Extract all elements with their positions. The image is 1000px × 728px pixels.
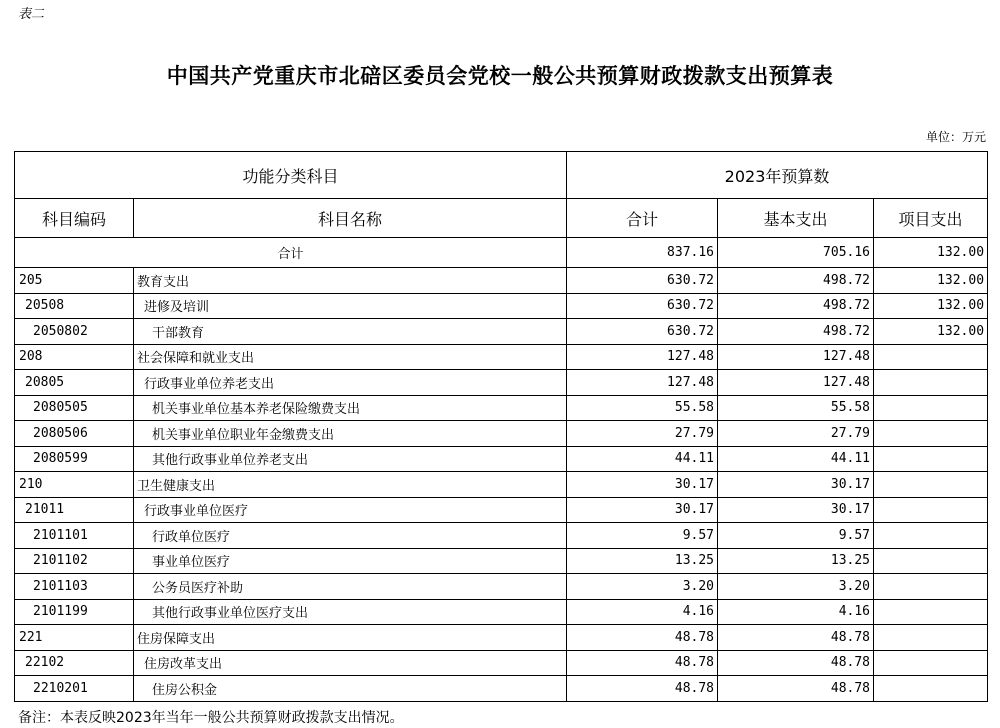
row-basic: 127.48 bbox=[718, 370, 874, 396]
row-name: 机关事业单位职业年金缴费支出 bbox=[134, 421, 567, 447]
row-name: 行政单位医疗 bbox=[134, 523, 567, 549]
row-basic: 127.48 bbox=[718, 344, 874, 370]
row-project: 132.00 bbox=[874, 319, 988, 345]
table-row bbox=[15, 446, 988, 472]
row-project: 132.00 bbox=[874, 268, 988, 294]
table-row bbox=[15, 344, 988, 370]
row-name: 进修及培训 bbox=[134, 293, 567, 319]
row-code: 2080506 bbox=[15, 421, 134, 447]
table-row bbox=[15, 268, 988, 294]
table-row bbox=[15, 293, 988, 319]
table-row bbox=[15, 472, 988, 498]
row-code: 21011 bbox=[15, 497, 134, 523]
row-code: 2050802 bbox=[15, 319, 134, 345]
row-project bbox=[874, 523, 988, 549]
row-code: 20508 bbox=[15, 293, 134, 319]
row-code: 2101103 bbox=[15, 574, 134, 600]
row-total: 4.16 bbox=[567, 599, 718, 625]
row-total: 48.78 bbox=[567, 650, 718, 676]
table-row bbox=[15, 625, 988, 651]
row-code: 2101102 bbox=[15, 548, 134, 574]
row-total: 44.11 bbox=[567, 446, 718, 472]
table-row bbox=[15, 548, 988, 574]
row-name: 公务员医疗补助 bbox=[134, 574, 567, 600]
row-name: 干部教育 bbox=[134, 319, 567, 345]
table-row bbox=[15, 370, 988, 396]
row-total: 13.25 bbox=[567, 548, 718, 574]
total-basic: 705.16 bbox=[718, 238, 874, 268]
row-total: 27.79 bbox=[567, 421, 718, 447]
header-basic: 基本支出 bbox=[718, 199, 874, 238]
row-name: 住房保障支出 bbox=[134, 625, 567, 651]
row-basic: 13.25 bbox=[718, 548, 874, 574]
row-code: 208 bbox=[15, 344, 134, 370]
row-name: 教育支出 bbox=[134, 268, 567, 294]
table-row bbox=[15, 497, 988, 523]
row-code: 210 bbox=[15, 472, 134, 498]
row-code: 205 bbox=[15, 268, 134, 294]
header-project: 项目支出 bbox=[874, 199, 988, 238]
row-project bbox=[874, 676, 988, 702]
row-basic: 48.78 bbox=[718, 650, 874, 676]
row-name: 机关事业单位基本养老保险缴费支出 bbox=[134, 395, 567, 421]
row-basic: 9.57 bbox=[718, 523, 874, 549]
row-project bbox=[874, 421, 988, 447]
row-name: 社会保障和就业支出 bbox=[134, 344, 567, 370]
row-project bbox=[874, 370, 988, 396]
row-basic: 4.16 bbox=[718, 599, 874, 625]
row-total: 630.72 bbox=[567, 319, 718, 345]
row-name: 行政事业单位养老支出 bbox=[134, 370, 567, 396]
row-project bbox=[874, 446, 988, 472]
table-row bbox=[15, 574, 988, 600]
row-name: 其他行政事业单位医疗支出 bbox=[134, 599, 567, 625]
table-row bbox=[15, 650, 988, 676]
budget-table bbox=[14, 151, 988, 702]
page-title: 中国共产党重庆市北碚区委员会党校一般公共预算财政拨款支出预算表 bbox=[166, 63, 834, 88]
row-name: 住房公积金 bbox=[134, 676, 567, 702]
total-label: 合计 bbox=[15, 238, 567, 268]
row-project bbox=[874, 472, 988, 498]
row-basic: 55.58 bbox=[718, 395, 874, 421]
row-code: 22102 bbox=[15, 650, 134, 676]
row-project: 132.00 bbox=[874, 293, 988, 319]
header-budget-group: 2023年预算数 bbox=[567, 152, 988, 199]
header-total: 合计 bbox=[567, 199, 718, 238]
row-project bbox=[874, 344, 988, 370]
unit-label: 单位：万元 bbox=[925, 130, 986, 144]
row-basic: 498.72 bbox=[718, 268, 874, 294]
row-basic: 3.20 bbox=[718, 574, 874, 600]
row-total: 55.58 bbox=[567, 395, 718, 421]
row-code: 2080505 bbox=[15, 395, 134, 421]
row-project bbox=[874, 548, 988, 574]
row-project bbox=[874, 650, 988, 676]
table-row bbox=[15, 523, 988, 549]
row-basic: 48.78 bbox=[718, 625, 874, 651]
table-row bbox=[15, 676, 988, 702]
table-row bbox=[15, 319, 988, 345]
row-basic: 498.72 bbox=[718, 319, 874, 345]
row-total: 30.17 bbox=[567, 497, 718, 523]
row-basic: 498.72 bbox=[718, 293, 874, 319]
row-basic: 48.78 bbox=[718, 676, 874, 702]
table-row bbox=[15, 395, 988, 421]
row-code: 2080599 bbox=[15, 446, 134, 472]
row-code: 20805 bbox=[15, 370, 134, 396]
row-project bbox=[874, 574, 988, 600]
table-row bbox=[15, 599, 988, 625]
row-basic: 30.17 bbox=[718, 472, 874, 498]
row-basic: 44.11 bbox=[718, 446, 874, 472]
row-name: 住房改革支出 bbox=[134, 650, 567, 676]
footnote: 备注：本表反映2023年当年一般公共预算财政拨款支出情况。 bbox=[18, 710, 404, 726]
total-total: 837.16 bbox=[567, 238, 718, 268]
row-code: 2101101 bbox=[15, 523, 134, 549]
row-total: 9.57 bbox=[567, 523, 718, 549]
row-project bbox=[874, 625, 988, 651]
row-project bbox=[874, 395, 988, 421]
row-code: 2101199 bbox=[15, 599, 134, 625]
row-total: 630.72 bbox=[567, 268, 718, 294]
row-project bbox=[874, 497, 988, 523]
row-total: 127.48 bbox=[567, 370, 718, 396]
row-total: 127.48 bbox=[567, 344, 718, 370]
row-basic: 30.17 bbox=[718, 497, 874, 523]
row-total: 48.78 bbox=[567, 676, 718, 702]
table-label: 表二 bbox=[18, 7, 45, 22]
row-code: 221 bbox=[15, 625, 134, 651]
row-code: 2210201 bbox=[15, 676, 134, 702]
row-total: 630.72 bbox=[567, 293, 718, 319]
header-category-group: 功能分类科目 bbox=[15, 152, 567, 199]
row-name: 行政事业单位医疗 bbox=[134, 497, 567, 523]
row-project bbox=[874, 599, 988, 625]
row-total: 48.78 bbox=[567, 625, 718, 651]
table-row bbox=[15, 421, 988, 447]
row-name: 事业单位医疗 bbox=[134, 548, 567, 574]
row-total: 30.17 bbox=[567, 472, 718, 498]
row-basic: 27.79 bbox=[718, 421, 874, 447]
total-row bbox=[15, 238, 988, 268]
row-name: 其他行政事业单位养老支出 bbox=[134, 446, 567, 472]
header-code: 科目编码 bbox=[15, 199, 134, 238]
row-total: 3.20 bbox=[567, 574, 718, 600]
total-project: 132.00 bbox=[874, 238, 988, 268]
header-name: 科目名称 bbox=[134, 199, 567, 238]
row-name: 卫生健康支出 bbox=[134, 472, 567, 498]
